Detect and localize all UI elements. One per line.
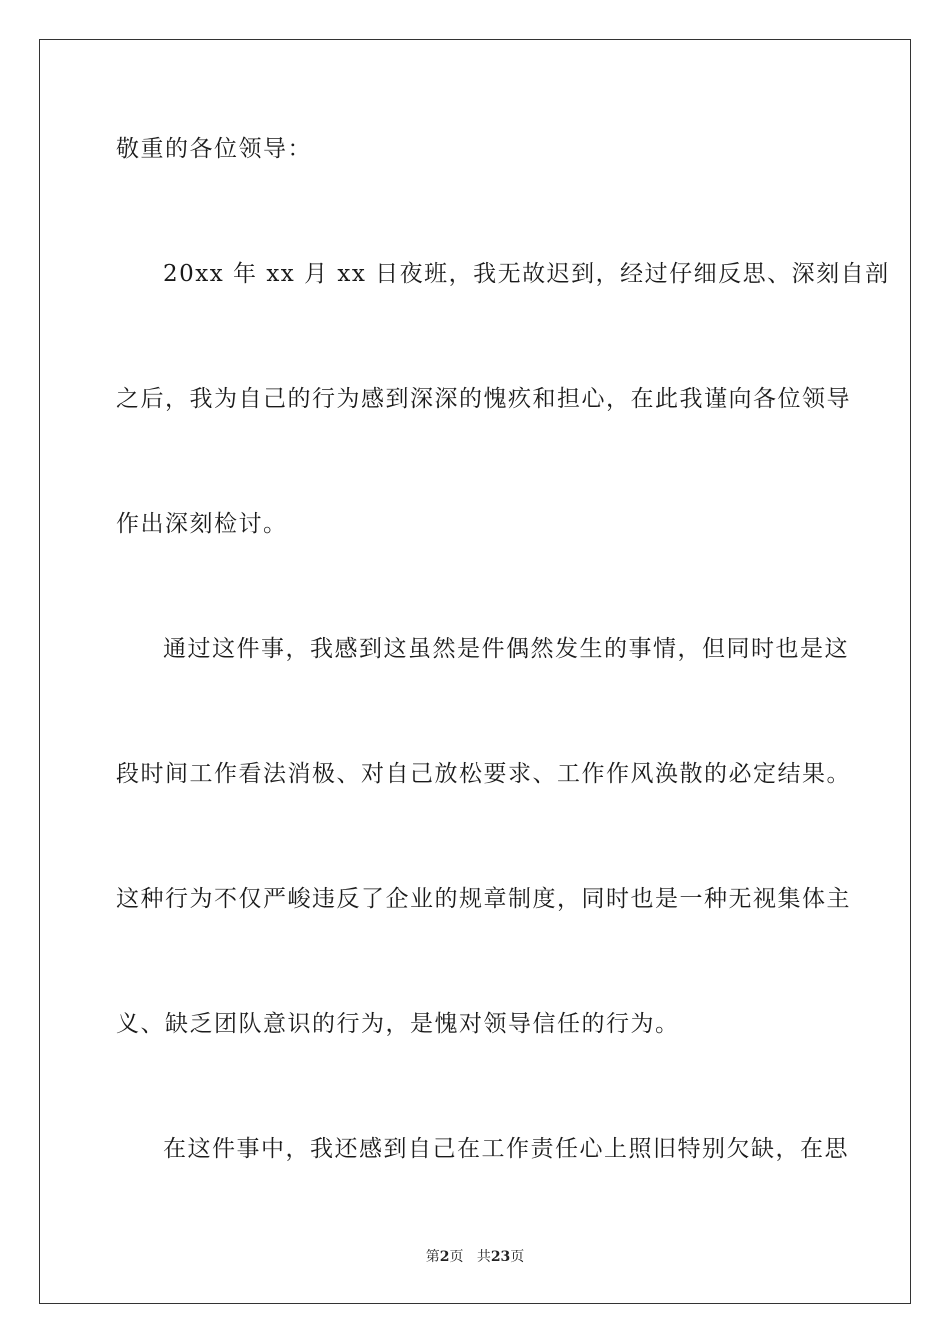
page-footer xyxy=(0,1248,950,1266)
page-suffix: 页 xyxy=(449,1249,464,1265)
paragraph-1-line-1: 20xx 年 xx 月 xx 日夜班，我无故迟到，经过仔细反思、深刻自剖 xyxy=(163,261,890,287)
page-number: 2 xyxy=(439,1249,450,1265)
paragraph-3-line-1: 在这件事中，我还感到自己在工作责任心上照旧特别欠缺，在思 xyxy=(163,1136,849,1162)
paragraph-2-line-1: 通过这件事，我感到这虽然是件偶然发生的事情，但同时也是这 xyxy=(163,636,849,662)
page-prefix: 第 xyxy=(425,1249,440,1265)
paragraph-2-line-4: 义、缺乏团队意识的行为，是愧对领导信任的行为。 xyxy=(116,1011,680,1037)
salutation-line: 敬重的各位领导： xyxy=(116,136,312,162)
total-prefix: 共 xyxy=(476,1249,491,1265)
paragraph-1-line-3: 作出深刻检讨。 xyxy=(116,511,288,537)
total-suffix: 页 xyxy=(510,1249,525,1265)
paragraph-2-line-2: 段时间工作看法消极、对自己放松要求、工作作风涣散的必定结果。 xyxy=(116,761,851,787)
paragraph-2-line-3: 这种行为不仅严峻违反了企业的规章制度，同时也是一种无视集体主 xyxy=(116,886,851,912)
total-pages: 23 xyxy=(490,1249,511,1265)
paragraph-1-line-2: 之后，我为自己的行为感到深深的愧疚和担心，在此我谨向各位领导 xyxy=(116,386,851,412)
page-border xyxy=(39,39,911,1304)
